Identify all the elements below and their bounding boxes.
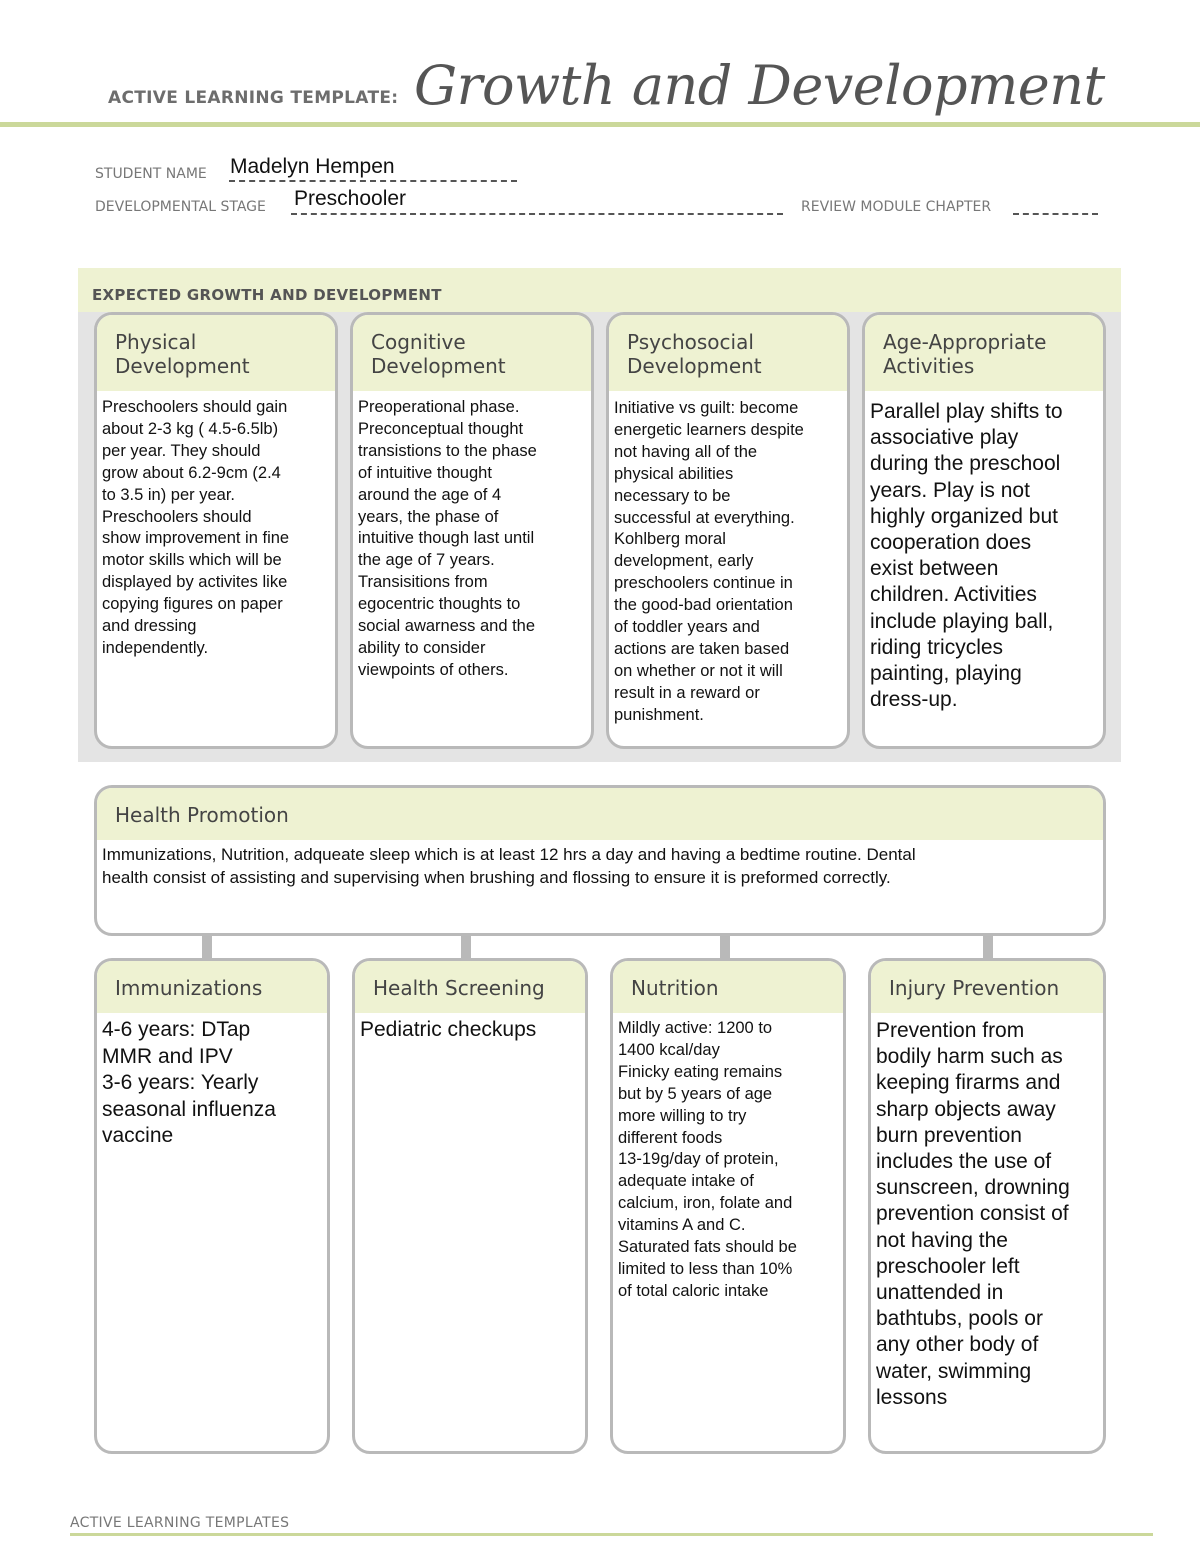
card-header <box>97 961 327 1013</box>
card-body-text: Initiative vs guilt: become energetic learners despite not having all of the physical abilities necessary to be successful at everything. Kohlberg moral development, early preschoolers continue in the good-bad orientation of toddler years and actions are taken based on whether or not it will result in a reward or punishment. <box>614 399 804 724</box>
student-name-line <box>229 180 517 182</box>
psychosocial-development-card <box>606 312 850 749</box>
student-name-label: STUDENT NAME <box>95 166 207 182</box>
card-title: Cognitive Development <box>371 330 506 378</box>
card-header <box>355 961 585 1013</box>
footer-divider <box>70 1533 1153 1536</box>
connector <box>983 934 993 958</box>
card-header <box>97 315 335 391</box>
immunizations-card <box>94 958 330 1454</box>
card-header <box>609 315 847 391</box>
expected-growth-title: EXPECTED GROWTH AND DEVELOPMENT <box>92 286 442 304</box>
cognitive-development-card <box>350 312 594 749</box>
review-module-label: REVIEW MODULE CHAPTER <box>801 199 992 215</box>
card-title: Injury Prevention <box>889 976 1060 1000</box>
developmental-stage-field[interactable]: Preschooler <box>294 187 407 210</box>
card-body-text: 4-6 years: DTap MMR and IPV 3-6 years: Yearly seasonal influenza vaccine <box>102 1018 276 1148</box>
card-header <box>871 961 1103 1013</box>
card-body-text: Immunizations, Nutrition, adqueate sleep which is at least 12 hrs a day and having a bedtime routine. Dental health consist of assisting and supervising when brushing and flossing to ensure it is preformed correctly. <box>102 845 916 887</box>
developmental-stage-line <box>291 213 783 215</box>
card-header <box>97 788 1103 840</box>
health-promotion-card <box>94 785 1106 936</box>
card-body-text: Pediatric checkups <box>360 1018 537 1041</box>
injury-prevention-card <box>868 958 1106 1454</box>
developmental-stage-label: DEVELOPMENTAL STAGE <box>95 199 266 215</box>
card-title: Physical Development <box>115 330 250 378</box>
card-header <box>613 961 843 1013</box>
card-title: Health Promotion <box>115 803 289 827</box>
age-appropriate-activities-card <box>862 312 1106 749</box>
connector <box>461 934 471 958</box>
card-body-text: Prevention from bodily harm such as keeping firarms and sharp objects away burn prevention includes the use of sunscreen, drowning prevention consist of not having the preschooler left unattended in bathtubs, pools or any other body of water, swimming lessons <box>876 1019 1070 1409</box>
card-header <box>353 315 591 391</box>
footer-label: ACTIVE LEARNING TEMPLATES <box>70 1515 290 1531</box>
page-header <box>108 52 1200 126</box>
card-body-text: Preschoolers should gain about 2-3 kg ( 4.5-6.5lb) per year. They should grow about 6.2-9cm (2.4 to 3.5 in) per year. Preschoolers should show improvement in fine motor skills which will be displayed by activites like copying figures on paper and dressing independently. <box>102 398 290 657</box>
card-title: Immunizations <box>115 976 263 1000</box>
page-title: Growth and Development <box>414 54 1105 117</box>
physical-development-card <box>94 312 338 749</box>
card-title: Health Screening <box>373 976 545 1000</box>
review-module-line <box>1013 213 1098 215</box>
health-screening-card <box>352 958 588 1454</box>
card-header <box>865 315 1103 391</box>
connector <box>202 934 212 958</box>
card-body-text: Preoperational phase. Preconceptual thought transistions to the phase of intuitive thought around the age of 4 years, the phase of intuitive though last until the age of 7 years. Transisitions from egocentric thoughts to social awarness and the ability to consider viewpoints of others. <box>358 398 537 679</box>
card-body-text: Parallel play shifts to associative play during the preschool years. Play is not highly organized but cooperation does exist between children. Activities include playing ball, riding tricycles painting, playing dress-up. <box>870 400 1063 712</box>
card-title: Nutrition <box>631 976 719 1000</box>
nutrition-card <box>610 958 846 1454</box>
connector <box>720 934 730 958</box>
card-body-text: Mildly active: 1200 to 1400 kcal/day Finicky eating remains but by 5 years of age more willing to try different foods 13-19g/day of protein, adequate intake of calcium, iron, folate and vitamins A and C. Saturated fats should be limited to less than 10% of total caloric intake <box>618 1019 797 1300</box>
card-title: Psychosocial Development <box>627 330 762 378</box>
card-title: Age-Appropriate Activities <box>883 330 1047 378</box>
template-label: ACTIVE LEARNING TEMPLATE: <box>108 88 399 108</box>
header-divider <box>0 122 1200 127</box>
student-name-field[interactable]: Madelyn Hempen <box>230 155 395 178</box>
